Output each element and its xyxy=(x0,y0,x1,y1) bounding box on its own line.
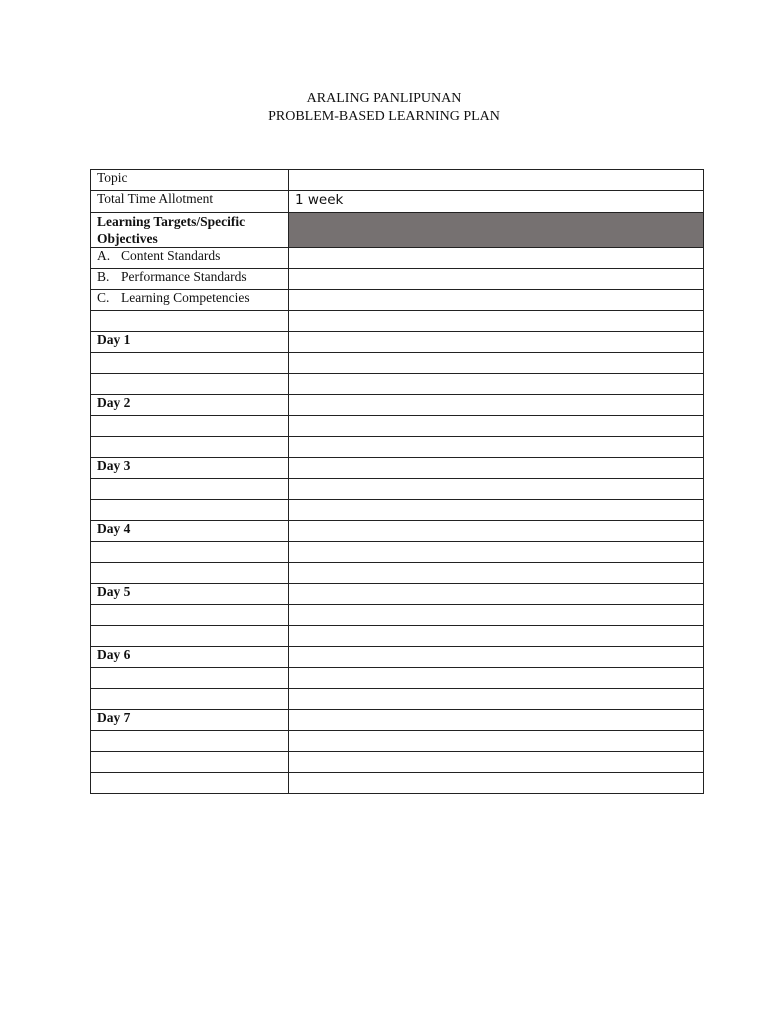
empty-cell xyxy=(289,626,704,647)
day-2-value xyxy=(289,395,704,416)
empty-cell xyxy=(91,773,289,794)
topic-value xyxy=(289,170,704,191)
table-row-day-1 xyxy=(91,332,704,353)
table-row-empty xyxy=(91,689,704,710)
document-title xyxy=(0,90,768,126)
empty-cell xyxy=(289,437,704,458)
table-row-content-standards xyxy=(91,248,704,269)
table-row-empty xyxy=(91,752,704,773)
empty-cell xyxy=(289,668,704,689)
table-row-day-6 xyxy=(91,647,704,668)
item-label: Learning Competencies xyxy=(121,290,250,305)
empty-cell xyxy=(91,416,289,437)
empty-cell xyxy=(91,500,289,521)
table-row-day-5 xyxy=(91,584,704,605)
empty-cell xyxy=(289,479,704,500)
table-row-empty xyxy=(91,374,704,395)
day-4-label: Day 4 xyxy=(91,521,289,542)
empty-cell xyxy=(289,374,704,395)
table-row-day-4 xyxy=(91,521,704,542)
empty-cell xyxy=(91,668,289,689)
table-row-learning-targets xyxy=(91,213,704,248)
empty-cell xyxy=(91,479,289,500)
day-5-value xyxy=(289,584,704,605)
time-allotment-label: Total Time Allotment xyxy=(91,191,289,213)
empty-cell xyxy=(91,626,289,647)
item-letter: B. xyxy=(97,269,110,284)
day-2-label: Day 2 xyxy=(91,395,289,416)
item-letter: C. xyxy=(97,290,110,305)
table-row-empty xyxy=(91,479,704,500)
empty-cell xyxy=(289,689,704,710)
day-7-value xyxy=(289,710,704,731)
empty-cell xyxy=(91,605,289,626)
empty-cell xyxy=(91,752,289,773)
day-6-value xyxy=(289,647,704,668)
empty-cell xyxy=(91,437,289,458)
empty-cell xyxy=(289,563,704,584)
table-row-empty xyxy=(91,773,704,794)
empty-cell xyxy=(91,731,289,752)
title-line-1: ARALING PANLIPUNAN xyxy=(306,91,462,106)
empty-cell xyxy=(289,416,704,437)
table-row-performance-standards xyxy=(91,269,704,290)
learning-targets-label: Learning Targets/Specific Objectives xyxy=(91,213,289,248)
empty-cell xyxy=(289,605,704,626)
table-row-learning-competencies xyxy=(91,290,704,311)
day-7-label: Day 7 xyxy=(91,710,289,731)
empty-cell xyxy=(289,752,704,773)
table-row-time-allotment xyxy=(91,191,704,213)
table-row-empty xyxy=(91,416,704,437)
empty-cell xyxy=(289,773,704,794)
time-allotment-value: 1 week xyxy=(289,191,704,213)
table-row-empty xyxy=(91,605,704,626)
learning-targets-shaded-cell xyxy=(289,213,704,248)
empty-cell xyxy=(289,500,704,521)
learning-plan-table xyxy=(90,169,704,794)
day-5-label: Day 5 xyxy=(91,584,289,605)
day-3-value xyxy=(289,458,704,479)
day-4-value xyxy=(289,521,704,542)
empty-cell xyxy=(289,731,704,752)
table-row-topic xyxy=(91,170,704,191)
day-3-label: Day 3 xyxy=(91,458,289,479)
table-row-empty xyxy=(91,731,704,752)
table-row-empty xyxy=(91,563,704,584)
day-1-label: Day 1 xyxy=(91,332,289,353)
day-6-label: Day 6 xyxy=(91,647,289,668)
table-row-day-3 xyxy=(91,458,704,479)
day-1-value xyxy=(289,332,704,353)
table-row-empty xyxy=(91,353,704,374)
table-row-day-2 xyxy=(91,395,704,416)
table-row-empty xyxy=(91,500,704,521)
title-line-2: PROBLEM-BASED LEARNING PLAN xyxy=(268,109,500,124)
table-row-empty xyxy=(91,668,704,689)
table-row-empty xyxy=(91,542,704,563)
empty-cell xyxy=(91,689,289,710)
item-label: Content Standards xyxy=(121,248,221,263)
empty-cell xyxy=(91,563,289,584)
empty-cell xyxy=(91,374,289,395)
item-letter: A. xyxy=(97,248,111,263)
empty-cell xyxy=(289,542,704,563)
learning-competencies-label xyxy=(91,290,289,311)
content-standards-value xyxy=(289,248,704,269)
empty-cell xyxy=(289,311,704,332)
empty-cell xyxy=(91,542,289,563)
topic-label: Topic xyxy=(91,170,289,191)
performance-standards-label xyxy=(91,269,289,290)
learning-competencies-value xyxy=(289,290,704,311)
performance-standards-value xyxy=(289,269,704,290)
item-label: Performance Standards xyxy=(121,269,247,284)
empty-cell xyxy=(91,353,289,374)
table-row-empty xyxy=(91,311,704,332)
empty-cell xyxy=(91,311,289,332)
table-row-day-7 xyxy=(91,710,704,731)
table-row-empty xyxy=(91,437,704,458)
content-standards-label xyxy=(91,248,289,269)
empty-cell xyxy=(289,353,704,374)
table-row-empty xyxy=(91,626,704,647)
